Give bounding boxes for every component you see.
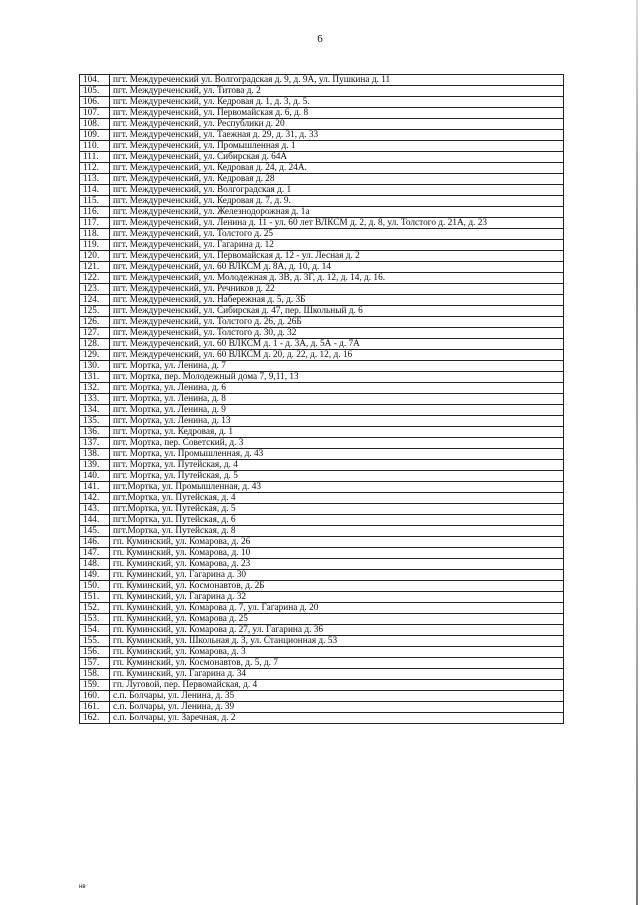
table-row (80, 647, 564, 658)
table-row (80, 581, 564, 592)
row-address: пгт. Междуреченский, ул. Сибирская д. 47, пер. Школьный д. 6 (110, 306, 564, 317)
table-row (80, 97, 564, 108)
table-row (80, 75, 564, 86)
row-address: гп. Куминский, ул. Гагарина д. 30 (110, 570, 564, 581)
row-number: 152. (80, 603, 110, 614)
row-number: 128. (80, 339, 110, 350)
row-address: пгт.Мортка, ул. Путейская, д. 4 (110, 493, 564, 504)
table-row (80, 680, 564, 691)
row-number: 148. (80, 559, 110, 570)
row-number: 131. (80, 372, 110, 383)
table-row (80, 493, 564, 504)
row-address: гп. Куминский, ул. Комарова, д. 3 (110, 647, 564, 658)
row-number: 155. (80, 636, 110, 647)
table-row (80, 548, 564, 559)
row-number: 153. (80, 614, 110, 625)
table-row (80, 460, 564, 471)
table-row (80, 559, 564, 570)
table-row (80, 372, 564, 383)
row-address: с.п. Болчары, ул. Ленина, д. 39 (110, 702, 564, 713)
row-address: пгт. Мортка, ул. Ленина, д. 7 (110, 361, 564, 372)
table-row (80, 306, 564, 317)
row-address: гп. Куминский, ул. Гагарина д. 32 (110, 592, 564, 603)
row-address: пгт. Междуреченский, ул. 60 ВЛКСМ д. 1 - д. 3А, д. 5А - д. 7А (110, 339, 564, 350)
row-address: гп. Куминский, ул. Космонавтов, д. 5, д. 7 (110, 658, 564, 669)
table-row (80, 141, 564, 152)
row-number: 104. (80, 75, 110, 86)
row-address: пгт. Мортка, пер. Советский, д. 3 (110, 438, 564, 449)
row-number: 146. (80, 537, 110, 548)
table-row (80, 152, 564, 163)
table-row (80, 603, 564, 614)
row-address: пгт. Междуреченский, ул. Первомайская д. 12 - ул. Лесная д. 2 (110, 251, 564, 262)
table-row (80, 449, 564, 460)
table-row (80, 218, 564, 229)
row-number: 145. (80, 526, 110, 537)
row-number: 120. (80, 251, 110, 262)
table-row (80, 86, 564, 97)
page-number: 6 (317, 33, 323, 45)
row-address: гп. Куминский, ул. Комарова д. 27, ул. Гагарина д. 36 (110, 625, 564, 636)
row-address: гп. Куминский, ул. Космонавтов, д. 2Б (110, 581, 564, 592)
table-row (80, 328, 564, 339)
row-number: 116. (80, 207, 110, 218)
row-number: 161. (80, 702, 110, 713)
row-number: 149. (80, 570, 110, 581)
row-address: пгт. Мортка, пер. Молодежный дома 7, 9,11, 13 (110, 372, 564, 383)
address-table (79, 74, 564, 724)
row-number: 144. (80, 515, 110, 526)
row-number: 150. (80, 581, 110, 592)
table-row (80, 119, 564, 130)
row-number: 112. (80, 163, 110, 174)
table-row (80, 614, 564, 625)
row-address: гп. Куминский, ул. Школьная д. 3, ул. Станционная д. 53 (110, 636, 564, 647)
table-row (80, 625, 564, 636)
table-row (80, 471, 564, 482)
row-address: пгт. Мортка, ул. Путейская, д. 5 (110, 471, 564, 482)
table-row (80, 537, 564, 548)
row-address: пгт. Междуреченский, ул. Таежная д. 29, д. 31, д. 33 (110, 130, 564, 141)
table-row (80, 317, 564, 328)
row-number: 107. (80, 108, 110, 119)
address-table-body (80, 75, 564, 724)
row-address: пгт. Мортка, ул. Ленина, д. 13 (110, 416, 564, 427)
row-address: пгт. Междуреченский, ул. Промышленная д. 1 (110, 141, 564, 152)
table-row (80, 229, 564, 240)
table-row (80, 196, 564, 207)
table-row (80, 713, 564, 724)
row-number: 118. (80, 229, 110, 240)
row-address: пгт. Междуреченский ул. Волгоградская д. 9, д. 9А, ул. Пушкина д. 11 (110, 75, 564, 86)
row-number: 158. (80, 669, 110, 680)
row-number: 154. (80, 625, 110, 636)
table-row (80, 262, 564, 273)
row-number: 106. (80, 97, 110, 108)
row-address: пгт. Междуреченский, ул. Набережная д. 5, д. 3Б (110, 295, 564, 306)
row-address: пгт. Междуреченский, ул. Республики д. 20 (110, 119, 564, 130)
table-row (80, 438, 564, 449)
table-row (80, 163, 564, 174)
table-row (80, 515, 564, 526)
table-row (80, 251, 564, 262)
row-address: гп. Куминский, ул. Комарова, д. 23 (110, 559, 564, 570)
row-address: пгт. Мортка, ул. Ленина, д. 9 (110, 405, 564, 416)
row-address: пгт. Мортка, ул. Путейская, д. 4 (110, 460, 564, 471)
table-row (80, 273, 564, 284)
row-number: 115. (80, 196, 110, 207)
table-row (80, 130, 564, 141)
row-number: 135. (80, 416, 110, 427)
row-address: пгт. Мортка, ул. Ленина, д. 8 (110, 394, 564, 405)
row-address: гп. Луговой, пер. Первомайская, д. 4 (110, 680, 564, 691)
row-address: пгт. Междуреченский, ул. Кедровая д. 24, д. 24А. (110, 163, 564, 174)
row-number: 125. (80, 306, 110, 317)
row-address: пгт. Междуреченский, ул. Кедровая д. 1, д. 3, д. 5. (110, 97, 564, 108)
table-row (80, 416, 564, 427)
table-row (80, 339, 564, 350)
row-number: 117. (80, 218, 110, 229)
row-address: гп. Куминский, ул. Комарова, д. 26 (110, 537, 564, 548)
row-number: 157. (80, 658, 110, 669)
row-address: гп. Куминский, ул. Комарова д. 25 (110, 614, 564, 625)
row-number: 137. (80, 438, 110, 449)
row-address: пгт. Междуреченский, ул. 60 ВЛКСМ д. 8А, д. 10, д. 14 (110, 262, 564, 273)
row-number: 119. (80, 240, 110, 251)
table-row (80, 284, 564, 295)
row-number: 123. (80, 284, 110, 295)
table-row (80, 570, 564, 581)
table-row (80, 592, 564, 603)
row-address: с.п. Болчары, ул. Ленина, д. 35 (110, 691, 564, 702)
row-address: пгт.Мортка, ул. Путейская, д. 6 (110, 515, 564, 526)
table-row (80, 658, 564, 669)
row-address: пгт. Междуреченский, ул. Гагарина д. 12 (110, 240, 564, 251)
row-number: 139. (80, 460, 110, 471)
table-row (80, 636, 564, 647)
row-address: пгт. Междуреченский, ул. Первомайская д. 6, д. 8 (110, 108, 564, 119)
row-number: 121. (80, 262, 110, 273)
table-row (80, 669, 564, 680)
row-number: 126. (80, 317, 110, 328)
scan-edge (636, 0, 638, 905)
table-row (80, 350, 564, 361)
row-number: 133. (80, 394, 110, 405)
row-number: 140. (80, 471, 110, 482)
table-row (80, 383, 564, 394)
row-number: 159. (80, 680, 110, 691)
row-number: 136. (80, 427, 110, 438)
row-number: 129. (80, 350, 110, 361)
row-address: пгт.Мортка, ул. Путейская, д. 5 (110, 504, 564, 515)
row-address: пгт. Междуреченский, ул. Железнодорожная д. 1а (110, 207, 564, 218)
row-number: 134. (80, 405, 110, 416)
row-number: 122. (80, 273, 110, 284)
footer-mark: нв (79, 884, 86, 890)
row-address: пгт. Мортка, ул. Промышленная, д. 43 (110, 449, 564, 460)
row-address: гп. Куминский, ул. Комарова д. 7, ул. Гагарина д. 20 (110, 603, 564, 614)
table-row (80, 108, 564, 119)
row-number: 114. (80, 185, 110, 196)
row-address: пгт. Междуреченский, ул. Толстого д. 30, д. 32 (110, 328, 564, 339)
row-address: пгт. Междуреченский, ул. Ленина д. 11 - ул. 60 лет ВЛКСМ д. 2, д. 8, ул. Толстого д. 21А, д. 23 (110, 218, 564, 229)
row-address: гп. Куминский, ул. Комарова, д. 10 (110, 548, 564, 559)
table-row (80, 394, 564, 405)
row-number: 130. (80, 361, 110, 372)
row-number: 109. (80, 130, 110, 141)
table-row (80, 361, 564, 372)
row-number: 127. (80, 328, 110, 339)
row-address: пгт. Мортка, ул. Ленина, д. 6 (110, 383, 564, 394)
row-number: 162. (80, 713, 110, 724)
row-address: с.п. Болчары, ул. Заречная, д. 2 (110, 713, 564, 724)
row-number: 160. (80, 691, 110, 702)
table-row (80, 405, 564, 416)
row-address: пгт. Междуреченский, ул. Сибирская д. 64А (110, 152, 564, 163)
row-address: пгт. Междуреченский, ул. Волгоградская д. 1 (110, 185, 564, 196)
row-address: пгт. Междуреченский, ул. Кедровая д. 28 (110, 174, 564, 185)
table-row (80, 295, 564, 306)
row-number: 108. (80, 119, 110, 130)
row-number: 124. (80, 295, 110, 306)
table-row (80, 482, 564, 493)
row-address: пгт. Мортка, ул. Кедровая, д. 1 (110, 427, 564, 438)
row-address: пгт. Междуреченский, ул. Толстого д. 26, д. 26Б (110, 317, 564, 328)
table-row (80, 702, 564, 713)
row-number: 105. (80, 86, 110, 97)
row-number: 142. (80, 493, 110, 504)
table-row (80, 240, 564, 251)
row-number: 132. (80, 383, 110, 394)
row-number: 143. (80, 504, 110, 515)
row-address: гп. Куминский, ул. Гагарина д. 34 (110, 669, 564, 680)
table-row (80, 185, 564, 196)
row-address: пгт. Междуреченский, ул. Кедровая д. 7, д. 9. (110, 196, 564, 207)
table-row (80, 691, 564, 702)
table-row (80, 174, 564, 185)
row-number: 138. (80, 449, 110, 460)
row-address: пгт. Междуреченский, ул. Речников д. 22 (110, 284, 564, 295)
row-number: 113. (80, 174, 110, 185)
row-number: 147. (80, 548, 110, 559)
table-row (80, 504, 564, 515)
row-address: пгт.Мортка, ул. Промышленная, д. 43 (110, 482, 564, 493)
row-address: пгт. Междуреченский, ул. Толстого д. 25 (110, 229, 564, 240)
row-number: 141. (80, 482, 110, 493)
row-number: 151. (80, 592, 110, 603)
row-address: пгт. Междуреченский, ул. Титова д. 2 (110, 86, 564, 97)
row-number: 111. (80, 152, 110, 163)
row-address: пгт.Мортка, ул. Путейская, д. 8 (110, 526, 564, 537)
table-row (80, 427, 564, 438)
table-row (80, 526, 564, 537)
row-address: пгт. Междуреченский, ул. 60 ВЛКСМ д. 20, д. 22, д. 12, д. 16 (110, 350, 564, 361)
row-address: пгт. Междуреченский, ул. Молодежная д. 3В, д. 3Г, д. 12, д. 14, д. 16. (110, 273, 564, 284)
table-row (80, 207, 564, 218)
row-number: 156. (80, 647, 110, 658)
row-number: 110. (80, 141, 110, 152)
